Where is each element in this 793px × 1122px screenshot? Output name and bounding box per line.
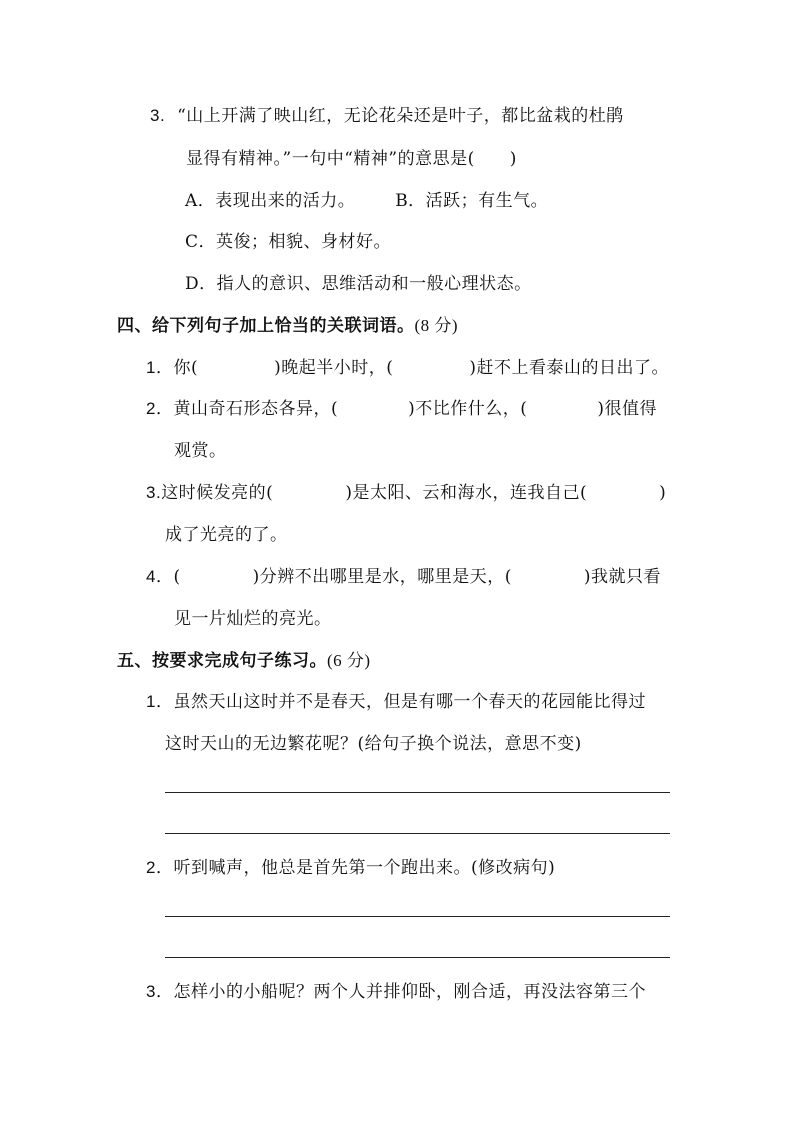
q3-line2 xyxy=(186,149,517,169)
option-d[interactable]: D．指人的意识、思维活动和一般心理状态。 xyxy=(185,274,532,294)
s5-item2-note: (修改病句) xyxy=(470,858,556,878)
q3-number: 3. xyxy=(150,106,166,125)
section5-title: 五、按要求完成句子练习。(6 分) xyxy=(117,651,371,671)
s5-item1-answer-line-2[interactable] xyxy=(165,833,670,834)
s4-item2-cont: 观赏。 xyxy=(174,441,227,461)
s5-item1-line1: 1．虽然天山这时并不是春天，但是有哪一个春天的花园能比得过 xyxy=(146,692,646,712)
s5-item2-answer-line-1[interactable] xyxy=(165,916,670,917)
s5-item1-answer-line-1[interactable] xyxy=(165,792,670,793)
s5-item1-line2: 这时天山的无边繁花呢？(给句子换个说法，意思不变) xyxy=(165,734,582,754)
s4-item4-cont: 见一片灿烂的亮光。 xyxy=(174,609,332,629)
option-b[interactable]: B．活跃；有生气。 xyxy=(395,191,549,211)
s5-item2-answer-line-2[interactable] xyxy=(165,957,670,958)
section4-points: (8 分) xyxy=(414,316,459,335)
s5-item2: 2．听到喊声，他总是首先第一个跑出来。(修改病句) xyxy=(146,858,556,878)
s5-item3: 3．怎样小的小船呢？两个人并排仰卧，刚合适，再没法容第三个 xyxy=(146,982,646,1002)
q3-options-row3 xyxy=(185,274,532,294)
q3-options-row1 xyxy=(185,191,548,211)
s4-item3: 3.这时候发亮的( )是太阳、云和海水，连我自己( ) xyxy=(146,483,667,503)
option-c[interactable]: C．英俊；相貌、身材好。 xyxy=(185,232,392,252)
q3-stem-2[interactable]: 显得有精神。”一句中“精神”的意思是( ) xyxy=(186,149,517,169)
q3-options-row2 xyxy=(185,232,391,252)
q3-line1 xyxy=(150,106,624,126)
s4-item1: 1．你( )晚起半小时，( )赶不上看泰山的日出了。 xyxy=(146,358,670,378)
s4-item2: 2．黄山奇石形态各异，( )不比作什么，( )很值得 xyxy=(146,399,658,419)
s4-item4: 4．( )分辨不出哪里是水，哪里是天，( )我就只看 xyxy=(146,567,662,587)
section4-title: 四、给下列句子加上恰当的关联词语。(8 分) xyxy=(117,316,459,336)
option-a[interactable]: A．表现出来的活力。 xyxy=(185,191,356,211)
section5-points: (6 分) xyxy=(327,651,371,670)
s5-item1-note: (给句子换个说法，意思不变) xyxy=(357,734,582,754)
q3-stem-1: “山上开满了映山红，无论花朵还是叶子，都比盆栽的杜鹃 xyxy=(177,106,624,126)
s4-item3-cont: 成了光亮的了。 xyxy=(165,525,288,545)
